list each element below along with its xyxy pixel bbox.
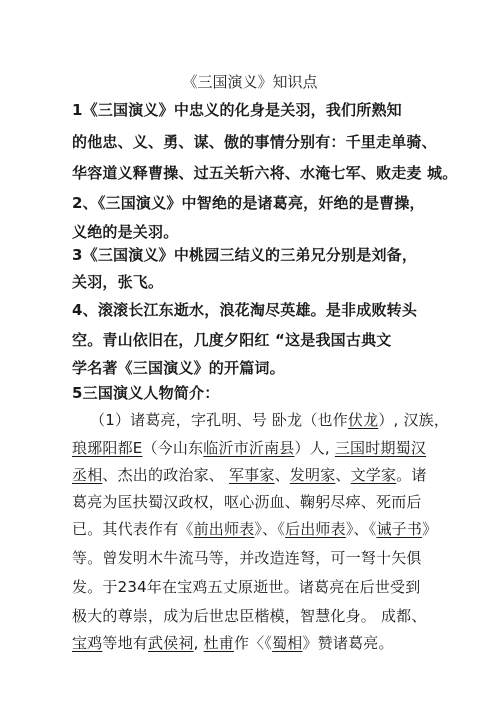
text-span: 葛亮为匡扶蜀汉政权，呕心沥血、鞠躬尽瘁、死而后 [72, 493, 422, 511]
text-line [72, 577, 420, 597]
text-span: 。诸 [396, 466, 427, 484]
hyperlink-text[interactable]: 发明家 [289, 466, 336, 484]
text-line [72, 272, 163, 292]
text-line [72, 358, 285, 378]
text-line [72, 330, 391, 350]
text-line [72, 222, 178, 242]
text-line [72, 465, 427, 485]
text-span: 1《三国演义》中忠义的化身是关羽，我们所熟知 [72, 101, 402, 119]
text-line [90, 410, 449, 430]
text-span: ）人, [294, 439, 335, 457]
hyperlink-text[interactable]: 武侯祠 [148, 634, 194, 652]
text-line [72, 300, 417, 320]
text-span: 》、《 [345, 520, 377, 538]
hyperlink-text[interactable]: 军事家 [228, 466, 275, 484]
text-span: 的他忠、义、勇、谋、傲的事情分别有：千里走单骑、 [72, 133, 437, 151]
text-line [72, 519, 437, 539]
text-line [72, 132, 437, 152]
text-span: 2、《三国演义》中智绝的是诸葛亮，奸绝的是曹操， [72, 194, 425, 212]
hyperlink-text[interactable]: 临沂市沂南县 [203, 439, 295, 457]
hyperlink-text[interactable]: 前出师表 [193, 520, 255, 538]
text-line [72, 245, 417, 265]
hyperlink-text[interactable]: 后出师表 [285, 520, 346, 538]
hyperlink-text[interactable]: 三国时期 [334, 439, 396, 457]
text-span: 发。于234年在宝鸡五丈原逝世。诸葛亮在后世受到 [72, 578, 421, 596]
text-span: 华容道义释曹操、过五关斩六将、水淹七军、败走麦 城。 [72, 164, 458, 182]
text-line [72, 438, 426, 458]
text-line [72, 193, 425, 213]
text-span: 极大的尊崇，成为后世忠臣楷模，智慧化身。 成都、 [72, 607, 427, 625]
text-span: 关羽，张飞。 [72, 273, 164, 291]
text-span: , [193, 634, 204, 652]
text-span: 已。其代表作有《 [72, 520, 194, 538]
text-span: ）, 汉族， [378, 411, 450, 429]
text-span: 》、《 [254, 520, 286, 538]
text-line [72, 163, 457, 183]
text-line [72, 492, 422, 512]
hyperlink-text[interactable]: 文学家 [350, 466, 397, 484]
text-line [72, 606, 427, 626]
hyperlink-text[interactable]: 杜甫 [203, 634, 234, 652]
text-span: 、杰出的政治家、 [102, 466, 229, 484]
text-span: 等地有 [102, 634, 149, 652]
text-line [72, 383, 219, 403]
text-line [72, 548, 422, 568]
text-span: 义绝的是关羽。 [72, 223, 179, 241]
text-span: 作〈《 [233, 634, 273, 652]
text-span: 学名著《三国演义》的开篇词。 [72, 359, 285, 377]
hyperlink-text[interactable]: 丞相 [72, 466, 103, 484]
text-span: 》赞诸葛亮。 [302, 634, 394, 652]
text-span: 3《三国演义》中桃园三结义的三弟兄分别是刘备， [72, 246, 418, 264]
hyperlink-text[interactable]: 琅琊阳都E [72, 439, 143, 457]
hyperlink-text[interactable]: 蜀汉 [395, 439, 427, 457]
text-span: 5三国演义人物简介： [72, 384, 220, 402]
hyperlink-text[interactable]: 宝鸡 [72, 634, 103, 652]
text-span: 、 [335, 466, 351, 484]
text-line [72, 100, 402, 120]
text-span: （今山东 [142, 439, 204, 457]
text-span: 》 [422, 520, 438, 538]
hyperlink-text[interactable]: 伏龙 [347, 411, 379, 429]
text-span: 、 [274, 466, 290, 484]
text-span: 等。曾发明木牛流马等，并改造连弩，可一弩十矢俱 [72, 549, 422, 567]
hyperlink-text[interactable]: 蜀相 [272, 634, 303, 652]
text-span: 空。青山依旧在，几度夕阳红 “这是我国古典文 [72, 331, 392, 349]
text-span: （1）诸葛亮，字孔明、号 卧龙（也作 [90, 411, 348, 429]
text-line [72, 633, 394, 653]
document-title: 《三国演义》知识点 [182, 73, 318, 91]
hyperlink-text[interactable]: 诫子书 [376, 520, 423, 538]
text-span: 4、滚滚长江东逝水，浪花淘尽英雄。是非成败转头 [72, 301, 418, 319]
